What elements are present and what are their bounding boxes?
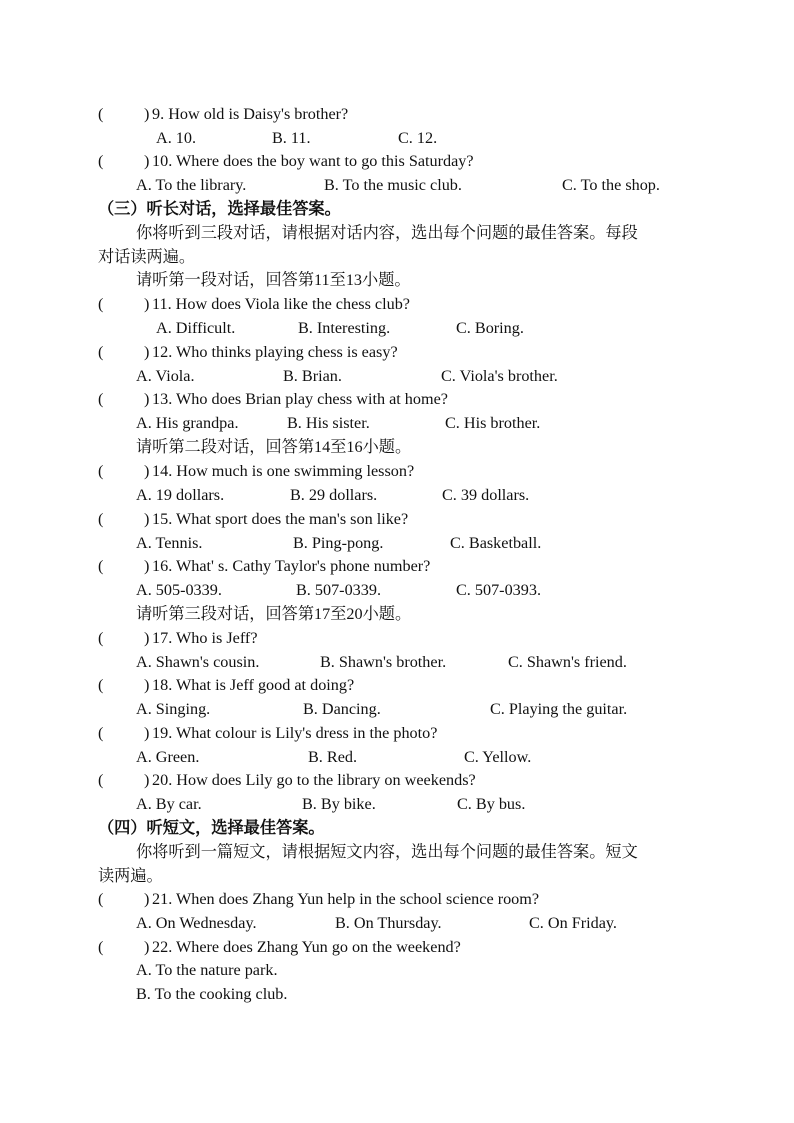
question-18-option-a: A. Singing. — [136, 700, 211, 718]
question-16-option-b: B. 507-0339. — [296, 581, 381, 599]
question-9-option-a: A. 10. — [156, 129, 197, 147]
question-22-text: 22. Where does Zhang Yun go on the weekend? — [152, 938, 461, 956]
question-11-option-c: C. Boring. — [456, 319, 524, 337]
question-19-text: 19. What colour is Lily's dress in the photo? — [152, 724, 438, 742]
question-19-option-a: A. Green. — [136, 748, 200, 766]
question-21-option-a: A. On Wednesday. — [136, 914, 257, 932]
dialog-1-instruction: 请听第一段对话，回答第11至13小题。 — [136, 271, 411, 289]
question-15-option-b: B. Ping-pong. — [293, 534, 384, 552]
section-4-intro-line-1: 你将听到一篇短文，请根据短文内容，选出每个问题的最佳答案。短文 — [136, 843, 638, 861]
question-17-option-b: B. Shawn's brother. — [320, 653, 447, 671]
question-17-option-c: C. Shawn's friend. — [508, 653, 627, 671]
answer-bracket-open: ( — [98, 890, 104, 908]
question-12-option-c: C. Viola's brother. — [441, 367, 558, 385]
question-16-text: 16. What' s. Cathy Taylor's phone number? — [152, 557, 431, 575]
question-21-text: 21. When does Zhang Yun help in the school science room? — [152, 890, 540, 908]
answer-bracket-close: ) — [144, 105, 150, 123]
question-17-text: 17. Who is Jeff? — [152, 629, 258, 647]
section-3-intro-line-2: 对话读两遍。 — [98, 248, 196, 266]
question-17-option-a: A. Shawn's cousin. — [136, 653, 260, 671]
answer-bracket-close: ) — [144, 771, 150, 789]
question-19-option-b: B. Red. — [308, 748, 358, 766]
question-16-option-a: A. 505-0339. — [136, 581, 222, 599]
question-21-option-c: C. On Friday. — [529, 914, 617, 932]
question-22-option-b: B. To the cooking club. — [136, 985, 288, 1003]
question-15-option-c: C. Basketball. — [450, 534, 542, 552]
question-20-option-b: B. By bike. — [302, 795, 376, 813]
question-18-option-b: B. Dancing. — [303, 700, 381, 718]
question-15-option-a: A. Tennis. — [136, 534, 203, 552]
question-20-option-c: C. By bus. — [457, 795, 526, 813]
answer-bracket-open: ( — [98, 938, 104, 956]
section-3-intro-line-1: 你将听到三段对话，请根据对话内容，选出每个问题的最佳答案。每段 — [136, 224, 638, 242]
question-14-option-a: A. 19 dollars. — [136, 486, 225, 504]
dialog-2-instruction: 请听第二段对话，回答第14至16小题。 — [136, 438, 412, 456]
question-10-option-a: A. To the library. — [136, 176, 247, 194]
question-13-option-c: C. His brother. — [445, 414, 541, 432]
dialog-3-instruction: 请听第三段对话，回答第17至20小题。 — [136, 605, 412, 623]
question-10-option-c: C. To the shop. — [562, 176, 660, 194]
section-4-heading: （四）听短文，选择最佳答案。 — [98, 819, 325, 837]
answer-bracket-open: ( — [98, 771, 104, 789]
question-11-option-a: A. Difficult. — [156, 319, 236, 337]
question-20-text: 20. How does Lily go to the library on weekends? — [152, 771, 476, 789]
answer-bracket-open: ( — [98, 724, 104, 742]
answer-bracket-open: ( — [98, 152, 104, 170]
question-15-text: 15. What sport does the man's son like? — [152, 510, 409, 528]
answer-bracket-open: ( — [98, 676, 104, 694]
section-4-intro-line-2: 读两遍。 — [98, 867, 163, 885]
question-10-option-b: B. To the music club. — [324, 176, 462, 194]
answer-bracket-open: ( — [98, 557, 104, 575]
question-9-option-c: C. 12. — [398, 129, 438, 147]
answer-bracket-close: ) — [144, 890, 150, 908]
answer-bracket-close: ) — [144, 724, 150, 742]
question-21-option-b: B. On Thursday. — [335, 914, 442, 932]
question-9-option-b: B. 11. — [272, 129, 311, 147]
answer-bracket-close: ) — [144, 557, 150, 575]
answer-bracket-open: ( — [98, 629, 104, 647]
answer-bracket-close: ) — [144, 390, 150, 408]
answer-bracket-close: ) — [144, 295, 150, 313]
question-11-text: 11. How does Viola like the chess club? — [152, 295, 410, 313]
question-14-option-c: C. 39 dollars. — [442, 486, 530, 504]
answer-bracket-open: ( — [98, 343, 104, 361]
question-18-text: 18. What is Jeff good at doing? — [152, 676, 355, 694]
answer-bracket-open: ( — [98, 295, 104, 313]
question-14-text: 14. How much is one swimming lesson? — [152, 462, 415, 480]
answer-bracket-close: ) — [144, 938, 150, 956]
answer-bracket-open: ( — [98, 462, 104, 480]
answer-bracket-open: ( — [98, 105, 104, 123]
question-13-option-b: B. His sister. — [287, 414, 370, 432]
question-10-text: 10. Where does the boy want to go this Saturday? — [152, 152, 474, 170]
question-12-text: 12. Who thinks playing chess is easy? — [152, 343, 398, 361]
question-20-option-a: A. By car. — [136, 795, 202, 813]
question-22-option-a: A. To the nature park. — [136, 961, 278, 979]
question-12-option-a: A. Viola. — [136, 367, 195, 385]
question-13-text: 13. Who does Brian play chess with at home? — [152, 390, 448, 408]
question-19-option-c: C. Yellow. — [464, 748, 532, 766]
question-11-option-b: B. Interesting. — [298, 319, 391, 337]
section-3-heading: （三）听长对话，选择最佳答案。 — [98, 200, 341, 218]
answer-bracket-close: ) — [144, 462, 150, 480]
answer-bracket-open: ( — [98, 510, 104, 528]
answer-bracket-close: ) — [144, 152, 150, 170]
question-16-option-c: C. 507-0393. — [456, 581, 541, 599]
question-14-option-b: B. 29 dollars. — [290, 486, 378, 504]
answer-bracket-close: ) — [144, 343, 150, 361]
question-13-option-a: A. His grandpa. — [136, 414, 239, 432]
answer-bracket-close: ) — [144, 629, 150, 647]
question-9-text: 9. How old is Daisy's brother? — [152, 105, 349, 123]
answer-bracket-close: ) — [144, 676, 150, 694]
answer-bracket-open: ( — [98, 390, 104, 408]
answer-bracket-close: ) — [144, 510, 150, 528]
question-18-option-c: C. Playing the guitar. — [490, 700, 628, 718]
question-12-option-b: B. Brian. — [283, 367, 342, 385]
